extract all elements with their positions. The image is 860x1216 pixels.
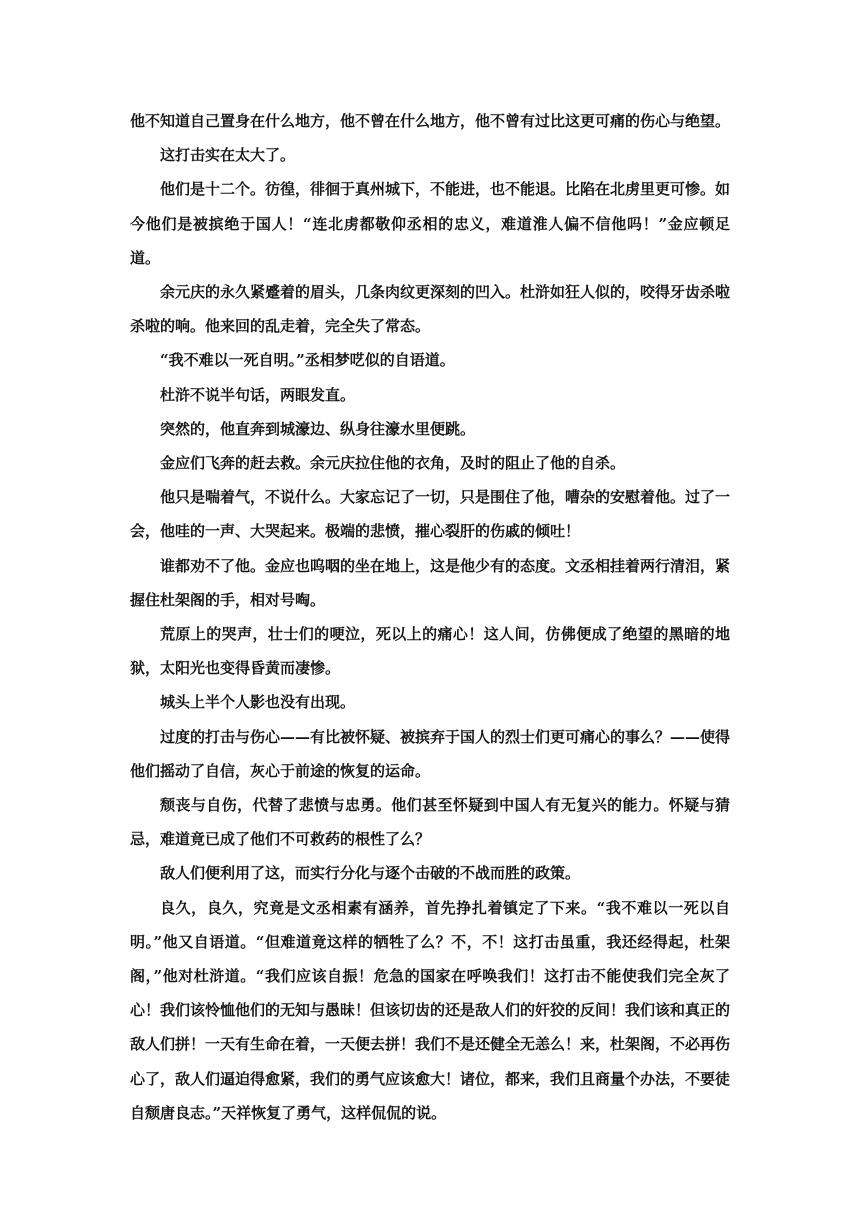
paragraph-6: 杜浒不说半句话，两眼发直。	[160, 385, 356, 404]
paragraph-7: 突然的，他直奔到城濠边、纵身往濠水里便跳。	[160, 419, 476, 438]
paragraph-1: 他不知道自己置身在什么地方，他不曾在什么地方，他不曾有过比这更可痛的伤心与绝望。	[130, 112, 731, 130]
paragraph-8: 金应们飞奔的赶去救。余元庆拉住他的衣角，及时的阻止了他的自杀。	[160, 454, 626, 473]
paragraph-16: 良久，良久，究竟是文丞相素有涵养，首先挣扎着镇定了下来。“我不难以一死以自明。”他又自语道。“但难道竟这样的牺牲了么？不，不！这打击虽重，我还经得起，杜架阁，”他对杜浒道。“我们应该自振！危急的国家在呼唤我们！这打击不能使我们完全灰了心！我们该怜恤他们的无知与愚昧！但该切齿的还是敌人们的奸狡的反间！我们该和真正的敌人们拼！一天有生命在着，一天便去拼！我们不是还健全无恙么！来，杜架阁，不必再伤心了，敌人们逼迫得愈紧，我们的勇气应该愈大！诸位，都来，我们且商量个办法，不要徒自颓唐良志。”天祥恢复了勇气，这样侃侃的说。	[130, 898, 731, 1122]
paragraph-15: 敌人们便利用了这，而实行分化与逐个击破的不战而胜的政策。	[160, 864, 581, 883]
paragraph-9: 他只是喘着气，不说什么。大家忘记了一切，只是围住了他，嘈杂的安慰着他。过了一会，他哇的一声、大哭起来。极端的悲愤，摧心裂肝的伤戚的倾吐！	[130, 488, 731, 541]
paragraph-4: 余元庆的永久紧蹙着的眉头，几条肉纹更深刻的凹入。杜浒如狂人似的，咬得牙齿杀啦杀啦的响。他来回的乱走着，完全失了常态。	[130, 283, 731, 336]
paragraph-5: “我不难以一死自明。”丞相梦呓似的自语道。	[160, 351, 455, 370]
paragraph-3: 他们是十二个。彷徨，徘徊于真州城下，不能进，也不能退。比陷在北虏里更可惨。如今他们是被摈绝于国人！“连北虏都敬仰丞相的忠义，难道淮人偏不信他吗！”金应顿足道。	[130, 180, 731, 267]
paragraph-13: 过度的打击与伤心——有比被怀疑、被摈弃于国人的烈士们更可痛心的事么？——使得他们摇动了自信，灰心于前途的恢复的运命。	[130, 727, 731, 780]
paragraph-12: 城头上半个人影也没有出现。	[160, 693, 356, 712]
paragraph-10: 谁都劝不了他。金应也呜咽的坐在地上，这是他少有的态度。文丞相挂着两行清泪，紧握住杜架阁的手，相对号啕。	[130, 556, 731, 609]
paragraph-11: 荒原上的哭声，壮士们的哽泣，死以上的痛心！这人间，仿佛便成了绝望的黑暗的地狱，太阳光也变得昏黄而凄惨。	[130, 625, 730, 678]
paragraph-14: 颓丧与自伤，代替了悲愤与忠勇。他们甚至怀疑到中国人有无复兴的能力。怀疑与猜忌，难道竟已成了他们不可救药的根性了么？	[130, 796, 730, 849]
paragraph-2: 这打击实在太大了。	[160, 146, 296, 165]
document-body	[130, 104, 730, 1130]
